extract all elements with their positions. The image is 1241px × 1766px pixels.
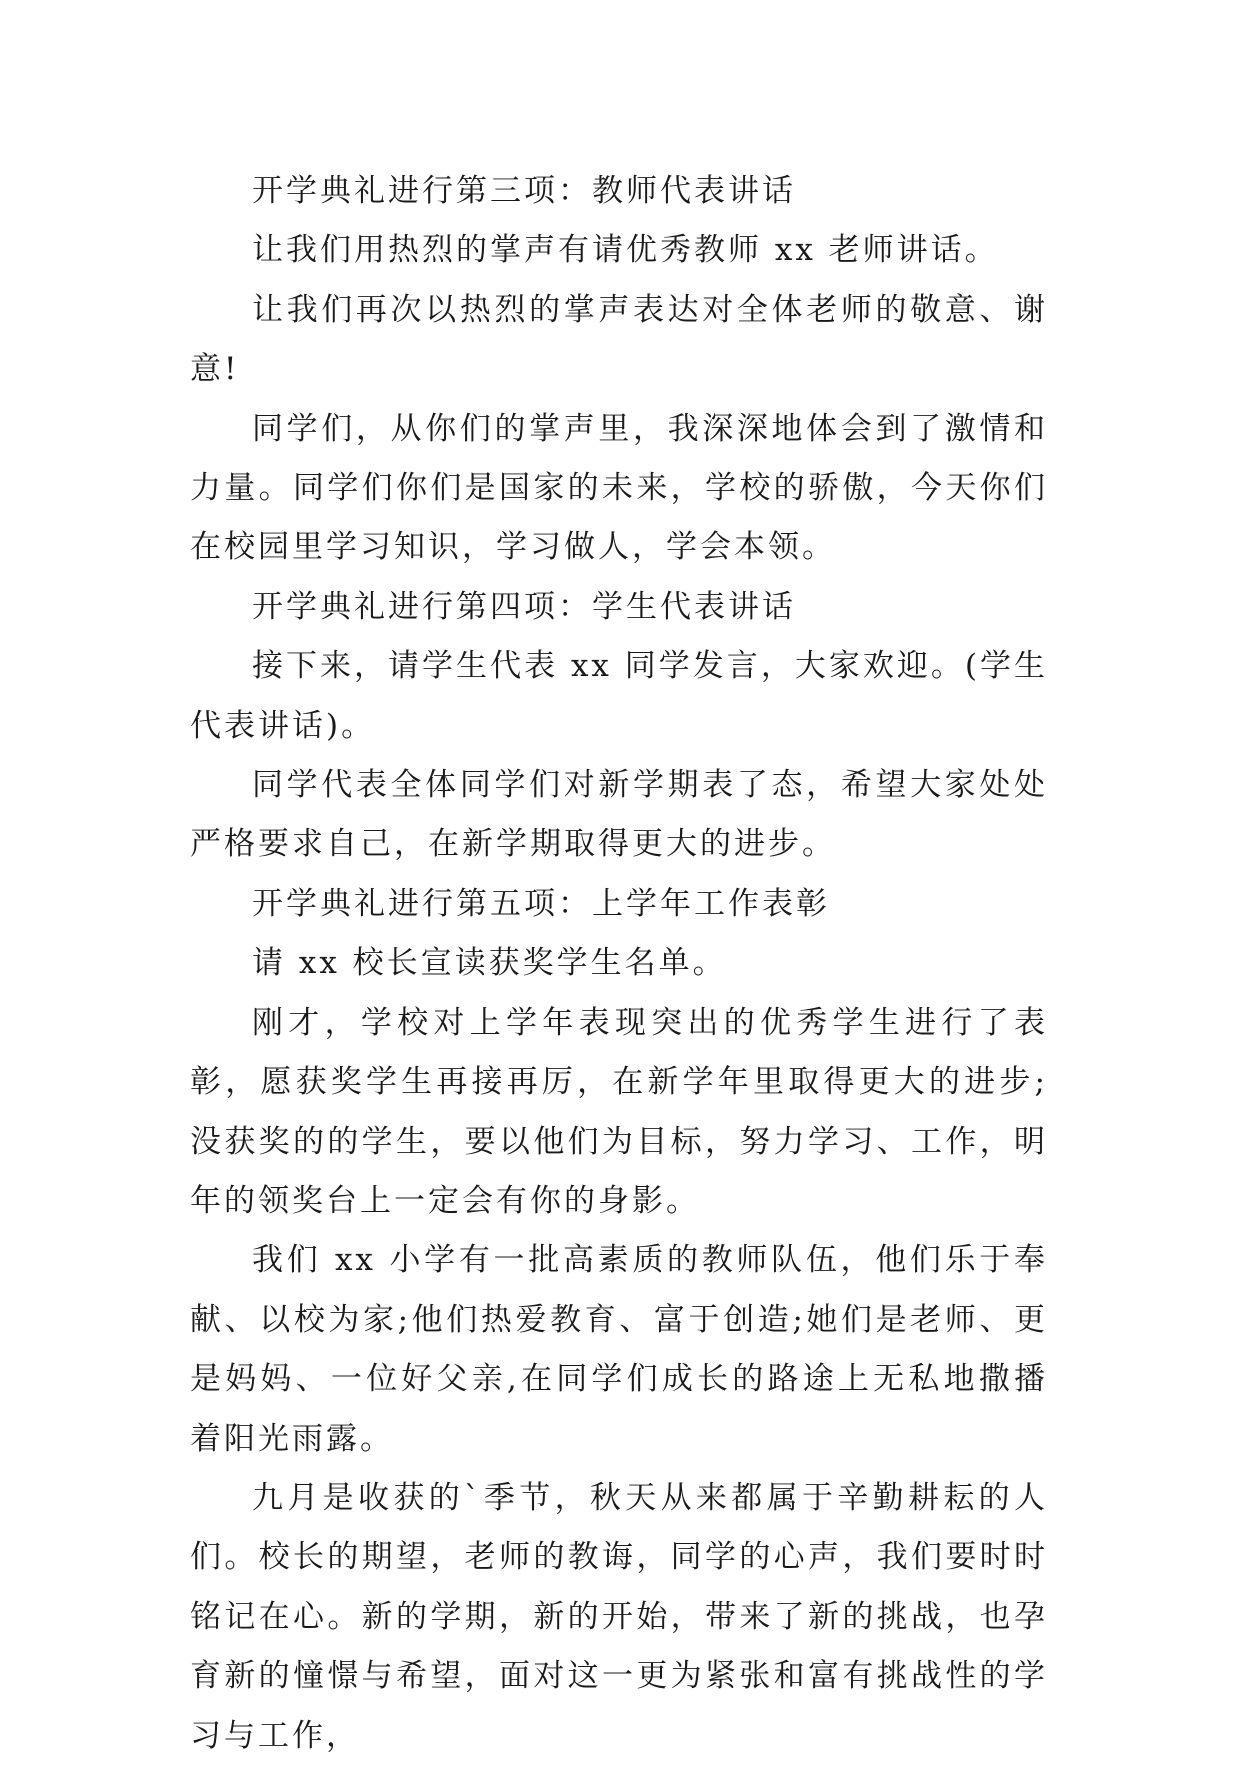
paragraph-heading-item-5: 开学典礼进行第五项：上学年工作表彰	[252, 885, 830, 922]
paragraph-text: 九月是收获的`季节，秋天从来都属于辛勤耕耘的人们。校长的期望，老师的教诲，同学的心声，我们要时时铭记在心。新的学期，新的开始，带来了新的挑战，也孕育新的憧憬与希望，面对这一更为紧张和富有挑战性的学习与工作，	[190, 1479, 1048, 1754]
paragraph-text: 同学们，从你们的掌声里，我深深地体会到了激情和力量。同学们你们是国家的未来，学校的骄傲，今天你们在校园里学习知识，学习做人，学会本领。	[190, 410, 1048, 566]
paragraph-text: 同学代表全体同学们对新学期表了态，希望大家处处严格要求自己，在新学期取得更大的进步。	[190, 767, 1048, 863]
paragraph-heading-item-4: 开学典礼进行第四项：学生代表讲话	[252, 588, 796, 625]
paragraph-text: 让我们再次以热烈的掌声表达对全体老师的敬意、谢意!	[190, 291, 1048, 388]
document-body	[190, 162, 1048, 1766]
paragraph-text: 让我们用热烈的掌声有请优秀教师 xx 老师讲话。	[252, 232, 999, 269]
paragraph-text: 接下来，请学生代表 xx 同学发言，大家欢迎。(学生代表讲话)。	[190, 648, 1048, 744]
paragraph-text: 我们 xx 小学有一批高素质的教师队伍，他们乐于奉献、以校为家;他们热爱教育、富于创造;她们是老师、更是妈妈、一位好父亲,在同学们成长的路途上无私地撒播着阳光雨露。	[190, 1242, 1048, 1457]
paragraph-text: 刚才，学校对上学年表现突出的优秀学生进行了表彰，愿获奖学生再接再厉，在新学年里取得更大的进步;没获奖的的学生，要以他们为目标，努力学习、工作，明年的领奖台上一定会有你的身影。	[190, 1004, 1048, 1219]
paragraph-text: 请 xx 校长宣读获奖学生名单。	[252, 945, 727, 982]
paragraph-heading-item-3: 开学典礼进行第三项：教师代表讲话	[252, 173, 796, 209]
